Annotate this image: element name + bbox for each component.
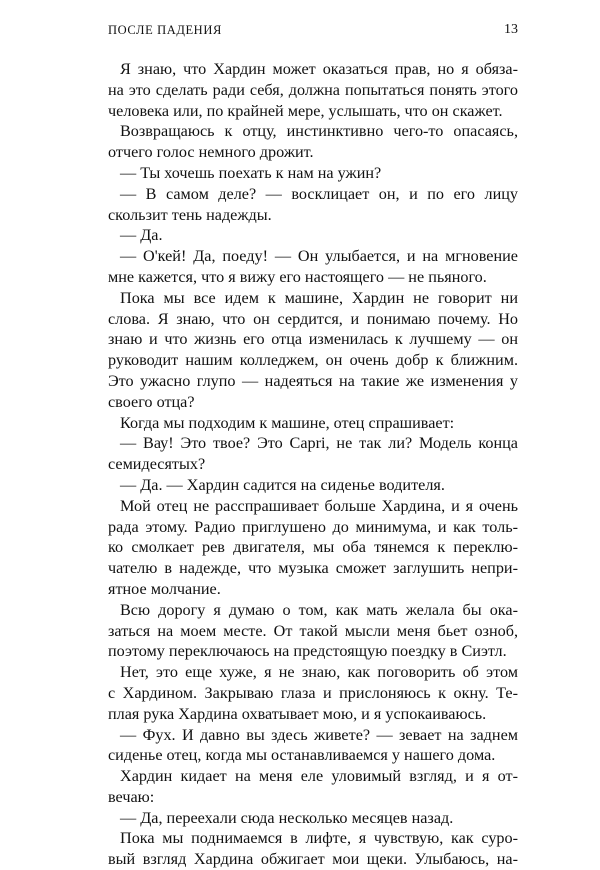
text-line: слова. Я знаю, что он сердится, и понимаю почему. Но xyxy=(108,309,518,328)
text-line: Пока мы поднимаемся в лифте, я чувствую, как суро- xyxy=(120,829,518,848)
text-line: Это ужасно глупо — надеяться на такие же изменения у xyxy=(108,371,518,390)
page-number: 13 xyxy=(504,22,518,37)
text-line: семидесятых? xyxy=(108,455,206,474)
text-line: мне кажется, что я вижу его настоящего — не пьяного. xyxy=(108,267,487,286)
text-line: чателю в надежде, что музыка сможет заглушить непри- xyxy=(108,559,518,578)
text-line: руководит нашим колледжем, он очень добр к ближним. xyxy=(108,351,518,370)
text-line: скользит тень надежды. xyxy=(108,205,272,224)
text-line: поэтому переключаюсь на предстоящую поездку в Сиэтл. xyxy=(108,642,507,661)
text-line: вечаю: xyxy=(108,787,155,806)
text-line: сиденье отец, когда мы останавливаемся у нашего дома. xyxy=(108,746,496,765)
text-line: Возвращаюсь к отцу, инстинктивно чего-то опасаясь, xyxy=(120,122,518,141)
text-line: Мой отец не расспрашивает больше Хардина, и я очень xyxy=(120,496,518,515)
text-line: — Да. xyxy=(120,226,163,245)
running-head xyxy=(108,20,518,40)
text-line: — Да, переехали сюда несколько месяцев назад. xyxy=(120,808,454,827)
text-line: рада этому. Радио приглушено до минимума, и как толь- xyxy=(108,517,518,536)
text-line: — Да. — Хардин садится на сиденье водителя. xyxy=(120,475,445,494)
text-line: заться на моем месте. От такой мысли меня бьет озноб, xyxy=(108,621,518,640)
running-head-title: ПОСЛЕ ПАДЕНИЯ xyxy=(108,23,222,37)
text-line: — Ты хочешь поехать к нам на ужин? xyxy=(120,163,382,182)
text-line: отчего голос немного дрожит. xyxy=(108,143,314,162)
text-line: Хардин кидает на меня еле уловимый взгляд, и я от- xyxy=(120,767,518,786)
text-line: ятное молчание. xyxy=(108,579,221,598)
text-line: Когда мы подходим к машине, отец спрашивает: xyxy=(120,413,455,432)
text-line: знаю и что жизнь его отца изменилась к лучшему — он xyxy=(108,330,518,349)
body-text xyxy=(108,59,518,870)
text-line: своего отца? xyxy=(108,392,195,411)
text-line: — В самом деле? — восклицает он, и по его лицу xyxy=(120,184,518,203)
text-line: плая рука Хардина охватывает мою, и я успокаиваюсь. xyxy=(108,704,487,723)
text-line: Всю дорогу я думаю о том, как мать желала бы ока- xyxy=(120,600,518,619)
text-line: на это сделать ради себя, должна попытаться понять этого xyxy=(108,80,518,99)
text-line: Пока мы все идем к машине, Хардин не говорит ни xyxy=(120,288,518,307)
text-line: — Вау! Это твое? Это Capri, не так ли? Модель конца xyxy=(120,434,518,453)
text-line: Я знаю, что Хардин может оказаться прав, но я обяза- xyxy=(120,60,518,78)
text-line: — Фух. И давно вы здесь живете? — зевает на заднем xyxy=(120,725,518,744)
text-line: человека или, по крайней мере, услышать, что он скажет. xyxy=(108,101,503,120)
text-line: ко смолкает рев двигателя, мы оба тянемся к переклю- xyxy=(108,538,518,557)
text-line: вый взгляд Хардина обжигает мои щеки. Улыбаюсь, на- xyxy=(108,850,518,869)
text-line: с Хардином. Закрываю глаза и прислоняюсь к окну. Те- xyxy=(108,683,518,702)
text-line: — О'кей! Да, поеду! — Он улыбается, и на мгновение xyxy=(120,247,518,266)
text-line: Нет, это еще хуже, я не знаю, как поговорить об этом xyxy=(120,663,518,682)
